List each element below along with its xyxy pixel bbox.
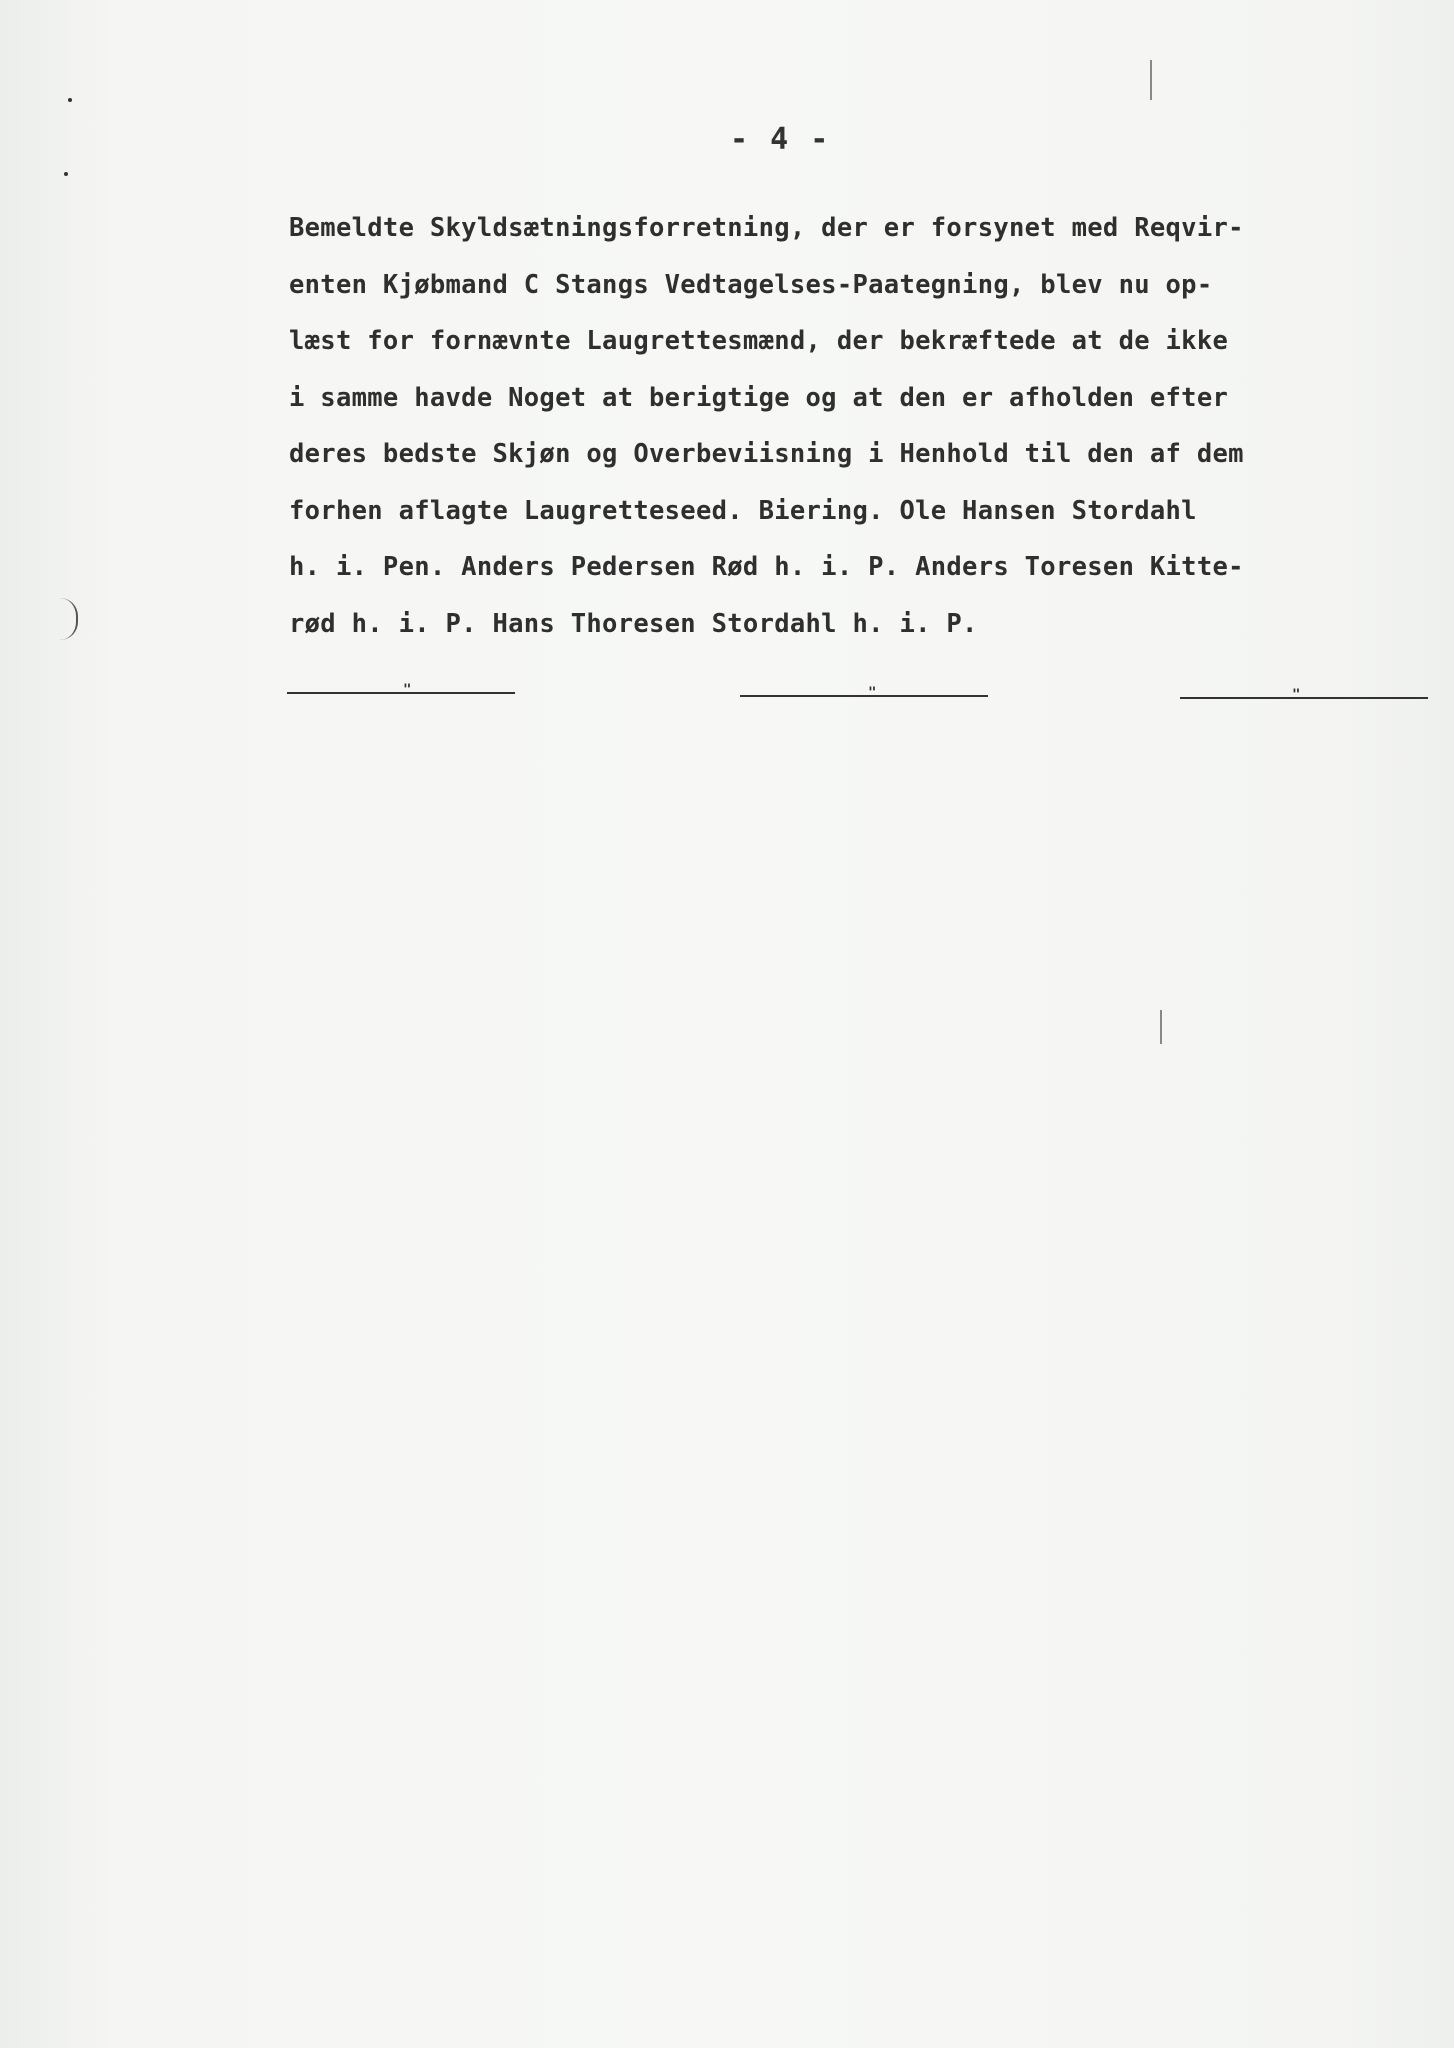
document-body <box>289 200 1419 652</box>
text-line: i samme havde Noget at berigtige og at den er afholden efter <box>289 382 1229 413</box>
margin-dot <box>68 98 72 102</box>
separator-line <box>740 685 988 701</box>
margin-bracket <box>60 598 78 640</box>
page-number: - 4 - <box>730 122 831 157</box>
margin-tick <box>1160 1010 1162 1044</box>
ditto-mark: " <box>1292 687 1301 703</box>
separator-line <box>287 682 515 698</box>
ditto-mark: " <box>403 682 412 698</box>
text-line: Bemeldte Skyldsætningsforretning, der er forsynet med Reqvir- <box>289 213 1244 243</box>
text-line: læst for fornævnte Laugrettesmænd, der bekræftede at de ikke <box>289 326 1229 356</box>
margin-dot <box>64 172 68 176</box>
text-line: deres bedste Skjøn og Overbeviisning i Henhold til den af dem <box>289 439 1244 469</box>
margin-tick <box>1150 60 1152 100</box>
text-line: forhen aflagte Laugretteseed. Biering. Ole Hansen Stordahl <box>289 495 1197 526</box>
separator-line <box>1180 687 1428 703</box>
ditto-mark: " <box>868 685 877 701</box>
text-line: rød h. i. P. Hans Thoresen Stordahl h. i. P. <box>289 608 978 639</box>
text-line: enten Kjøbmand C Stangs Vedtagelses-Paategning, blev nu op- <box>289 269 1213 300</box>
text-line: h. i. Pen. Anders Pedersen Rød h. i. P. Anders Toresen Kitte- <box>289 552 1244 582</box>
